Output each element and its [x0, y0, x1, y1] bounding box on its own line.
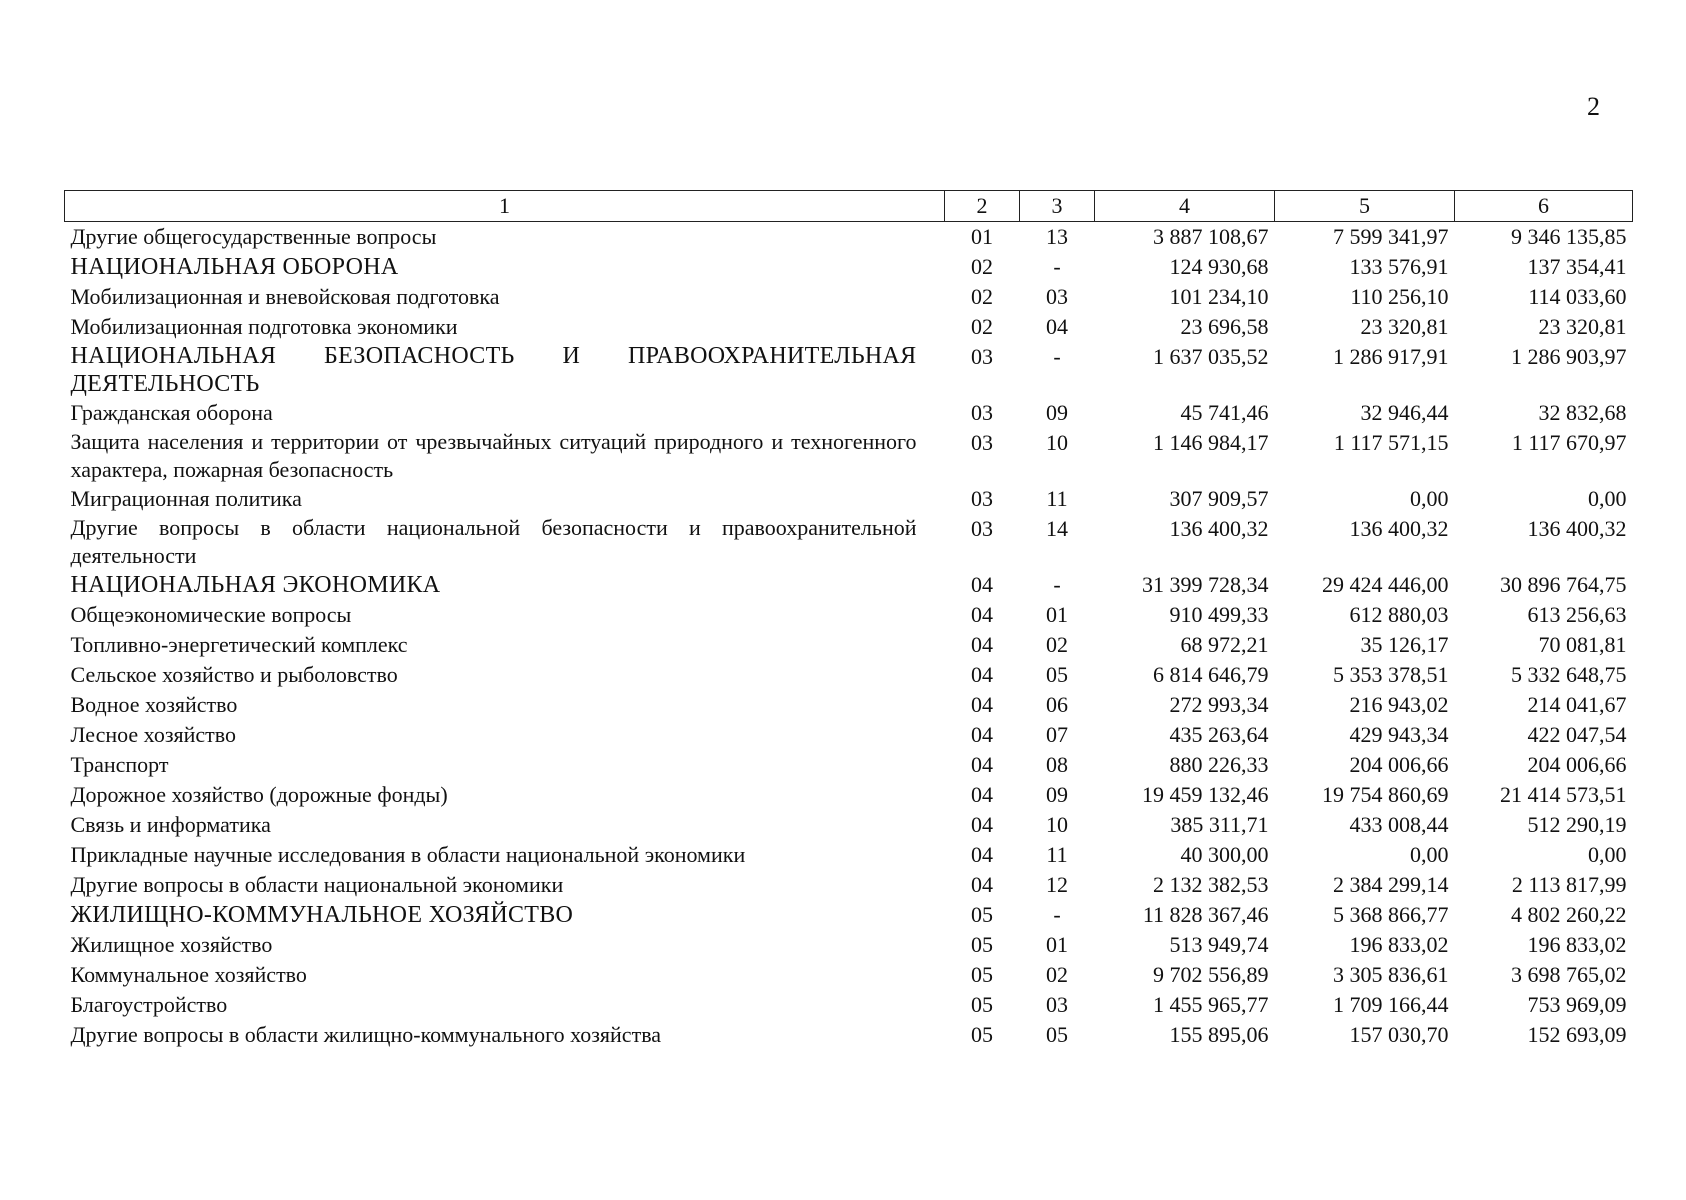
- row-section-code: 03: [971, 430, 993, 455]
- table-row: [65, 282, 1633, 312]
- row-name: Дорожное хозяйство (дорожные фонды): [70, 782, 448, 807]
- row-section-code: 03: [971, 400, 993, 425]
- row-value-col5: 1 286 917,91: [1333, 344, 1449, 369]
- row-value-col4: 513 949,74: [1169, 932, 1269, 957]
- row-section-code: 03: [971, 486, 993, 511]
- row-section-code: 02: [971, 284, 993, 309]
- row-subsection-code: 01: [1046, 932, 1068, 957]
- row-value-col5: 3 305 836,61: [1333, 962, 1449, 987]
- row-subsection-code: 07: [1046, 722, 1068, 747]
- row-section-code: 05: [971, 902, 993, 927]
- row-value-col5: 429 943,34: [1349, 722, 1449, 747]
- row-name: Связь и информатика: [70, 812, 271, 837]
- row-value-col6: 753 969,09: [1527, 992, 1627, 1017]
- table-row: [65, 960, 1633, 990]
- row-name: НАЦИОНАЛЬНАЯ ОБОРОНА: [70, 254, 399, 280]
- header-col-6: 6: [1455, 191, 1633, 222]
- table-row: [65, 930, 1633, 960]
- row-section-code: 01: [971, 224, 993, 249]
- row-section-code: 04: [971, 662, 993, 687]
- row-value-col4: 136 400,32: [1169, 516, 1269, 541]
- row-value-col6: 214 041,67: [1527, 692, 1627, 717]
- row-section-code: 04: [971, 872, 993, 897]
- row-value-col5: 0,00: [1410, 486, 1449, 511]
- row-value-col4: 23 696,58: [1180, 314, 1269, 339]
- table-header: [65, 191, 1633, 222]
- section-row: [65, 342, 1633, 398]
- row-subsection-code: 02: [1046, 632, 1068, 657]
- row-value-col6: 23 320,81: [1538, 314, 1627, 339]
- row-value-col5: 5 353 378,51: [1333, 662, 1449, 687]
- row-section-code: 04: [971, 842, 993, 867]
- row-value-col5: 204 006,66: [1349, 752, 1449, 777]
- row-name: Топливно-энергетический комплекс: [70, 632, 408, 657]
- row-value-col6: 32 832,68: [1538, 400, 1627, 425]
- row-value-col4: 3 887 108,67: [1153, 224, 1269, 249]
- row-value-col6: 114 033,60: [1528, 284, 1627, 309]
- row-value-col5: 19 754 860,69: [1322, 782, 1449, 807]
- row-value-col6: 136 400,32: [1527, 516, 1627, 541]
- row-subsection-code: 01: [1046, 602, 1068, 627]
- row-value-col6: 21 414 573,51: [1500, 782, 1627, 807]
- row-value-col6: 152 693,09: [1527, 1022, 1627, 1047]
- row-value-col6: 30 896 764,75: [1500, 572, 1627, 597]
- row-subsection-code: 03: [1046, 284, 1068, 309]
- row-value-col4: 435 263,64: [1169, 722, 1269, 747]
- row-value-col6: 204 006,66: [1527, 752, 1627, 777]
- row-value-col5: 0,00: [1410, 842, 1449, 867]
- row-value-col5: 5 368 866,77: [1333, 902, 1449, 927]
- row-value-col5: 35 126,17: [1360, 632, 1449, 657]
- row-value-col4: 2 132 382,53: [1153, 872, 1269, 897]
- row-section-code: 05: [971, 992, 993, 1017]
- row-name: ЖИЛИЩНО-КОММУНАЛЬНОЕ ХОЗЯЙСТВО: [70, 902, 574, 928]
- section-row: [65, 570, 1633, 600]
- row-subsection-code: 09: [1046, 400, 1068, 425]
- row-value-col4: 307 909,57: [1169, 486, 1269, 511]
- row-value-col6: 0,00: [1588, 486, 1627, 511]
- table-row: [65, 690, 1633, 720]
- row-value-col5: 1 709 166,44: [1333, 992, 1449, 1017]
- row-name: НАЦИОНАЛЬНАЯ ЭКОНОМИКА: [70, 572, 441, 598]
- row-section-code: 03: [971, 516, 993, 541]
- table-row: [65, 780, 1633, 810]
- table-row: [65, 660, 1633, 690]
- row-value-col6: 0,00: [1588, 842, 1627, 867]
- row-value-col4: 910 499,33: [1169, 602, 1269, 627]
- table-row: [65, 870, 1633, 900]
- row-subsection-code: -: [1053, 344, 1061, 369]
- row-value-col6: 512 290,19: [1527, 812, 1627, 837]
- row-value-col6: 5 332 648,75: [1511, 662, 1627, 687]
- row-subsection-code: 10: [1046, 812, 1068, 837]
- row-subsection-code: -: [1053, 902, 1061, 927]
- row-value-col6: 70 081,81: [1538, 632, 1627, 657]
- row-value-col6: 613 256,63: [1527, 602, 1627, 627]
- row-value-col4: 101 234,10: [1169, 284, 1269, 309]
- row-name: Сельское хозяйство и рыболовство: [70, 662, 398, 687]
- row-subsection-code: 05: [1046, 1022, 1068, 1047]
- row-name: Гражданская оборона: [70, 400, 273, 425]
- row-value-col6: 4 802 260,22: [1511, 902, 1627, 927]
- table-row: [65, 630, 1633, 660]
- row-name: Благоустройство: [70, 992, 228, 1017]
- row-value-col5: 110 256,10: [1350, 284, 1449, 309]
- table-row: [65, 398, 1633, 428]
- row-name: Общеэкономические вопросы: [70, 602, 352, 627]
- row-subsection-code: 10: [1046, 430, 1068, 455]
- row-name: Мобилизационная подготовка экономики: [70, 314, 458, 339]
- row-value-col5: 157 030,70: [1349, 1022, 1449, 1047]
- row-value-col4: 385 311,71: [1170, 812, 1269, 837]
- row-value-col6: 137 354,41: [1527, 254, 1627, 279]
- row-value-col5: 133 576,91: [1349, 254, 1449, 279]
- row-value-col5: 32 946,44: [1360, 400, 1449, 425]
- row-name: Защита населения и территории от чрезвычайных ситуаций природного и техногенного характера, пожарная безопасность: [70, 429, 917, 482]
- table-row: [65, 810, 1633, 840]
- page-number: 2: [1587, 92, 1600, 121]
- row-value-col4: 31 399 728,34: [1142, 572, 1269, 597]
- row-value-col4: 68 972,21: [1180, 632, 1269, 657]
- row-name: Транспорт: [70, 752, 169, 777]
- row-section-code: 02: [971, 254, 993, 279]
- table-row: [65, 514, 1633, 570]
- row-value-col5: 1 117 571,15: [1333, 430, 1449, 455]
- row-value-col4: 1 455 965,77: [1153, 992, 1269, 1017]
- row-subsection-code: 11: [1046, 842, 1068, 867]
- row-name: Другие вопросы в области национальной безопасности и правоохранительной деятельности: [70, 515, 917, 568]
- header-col-3: 3: [1020, 191, 1095, 222]
- table-row: [65, 1020, 1633, 1050]
- row-section-code: 04: [971, 572, 993, 597]
- row-value-col4: 155 895,06: [1169, 1022, 1269, 1047]
- row-name: Другие вопросы в области жилищно-коммунального хозяйства: [70, 1022, 662, 1047]
- row-value-col5: 2 384 299,14: [1333, 872, 1449, 897]
- row-subsection-code: 08: [1046, 752, 1068, 777]
- table-row: [65, 484, 1633, 514]
- row-subsection-code: -: [1053, 254, 1061, 279]
- row-value-col6: 3 698 765,02: [1511, 962, 1627, 987]
- row-value-col4: 1 146 984,17: [1153, 430, 1269, 455]
- row-name: Миграционная политика: [70, 486, 302, 511]
- header-col-5: 5: [1275, 191, 1455, 222]
- section-row: [65, 252, 1633, 282]
- table-row: [65, 222, 1633, 253]
- row-section-code: 05: [971, 962, 993, 987]
- row-name: Жилищное хозяйство: [70, 932, 273, 957]
- section-row: [65, 900, 1633, 930]
- row-value-col5: 612 880,03: [1349, 602, 1449, 627]
- table-row: [65, 750, 1633, 780]
- row-value-col6: 196 833,02: [1527, 932, 1627, 957]
- row-subsection-code: 06: [1046, 692, 1068, 717]
- row-name: Мобилизационная и вневойсковая подготовка: [70, 284, 500, 309]
- row-value-col6: 1 286 903,97: [1511, 344, 1627, 369]
- row-value-col4: 40 300,00: [1180, 842, 1269, 867]
- table-row: [65, 312, 1633, 342]
- row-name: НАЦИОНАЛЬНАЯ БЕЗОПАСНОСТЬ И ПРАВООХРАНИТЕЛЬНАЯ ДЕЯТЕЛЬНОСТЬ: [70, 343, 917, 397]
- row-value-col6: 422 047,54: [1527, 722, 1627, 747]
- header-col-1: 1: [65, 191, 945, 222]
- row-value-col5: 7 599 341,97: [1333, 224, 1449, 249]
- row-name: Другие общегосударственные вопросы: [70, 224, 437, 249]
- row-section-code: 04: [971, 752, 993, 777]
- table-row: [65, 428, 1633, 484]
- row-value-col5: 29 424 446,00: [1322, 572, 1449, 597]
- row-value-col5: 196 833,02: [1349, 932, 1449, 957]
- row-name: Лесное хозяйство: [70, 722, 237, 747]
- row-section-code: 04: [971, 812, 993, 837]
- budget-table: [64, 190, 1633, 1050]
- row-value-col5: 136 400,32: [1349, 516, 1449, 541]
- row-name: Прикладные научные исследования в области национальной экономики: [70, 842, 746, 867]
- row-subsection-code: 02: [1046, 962, 1068, 987]
- row-section-code: 04: [971, 602, 993, 627]
- row-section-code: 04: [971, 782, 993, 807]
- row-section-code: 05: [971, 1022, 993, 1047]
- row-value-col5: 433 008,44: [1349, 812, 1449, 837]
- row-value-col5: 23 320,81: [1360, 314, 1449, 339]
- table-row: [65, 840, 1633, 870]
- row-section-code: 04: [971, 632, 993, 657]
- row-subsection-code: 11: [1046, 486, 1068, 511]
- row-name: Другие вопросы в области национальной экономики: [70, 872, 564, 897]
- row-section-code: 02: [971, 314, 993, 339]
- row-subsection-code: 13: [1046, 224, 1068, 249]
- row-value-col4: 45 741,46: [1180, 400, 1269, 425]
- header-col-2: 2: [945, 191, 1020, 222]
- row-subsection-code: 05: [1046, 662, 1068, 687]
- row-value-col4: 272 993,34: [1169, 692, 1269, 717]
- table-row: [65, 720, 1633, 750]
- row-name: Водное хозяйство: [70, 692, 238, 717]
- row-section-code: 04: [971, 692, 993, 717]
- row-subsection-code: 12: [1046, 872, 1068, 897]
- row-subsection-code: 03: [1046, 992, 1068, 1017]
- row-value-col4: 9 702 556,89: [1153, 962, 1269, 987]
- row-value-col6: 1 117 670,97: [1511, 430, 1627, 455]
- row-section-code: 04: [971, 722, 993, 747]
- row-subsection-code: -: [1053, 572, 1061, 597]
- row-value-col4: 19 459 132,46: [1142, 782, 1269, 807]
- row-value-col4: 124 930,68: [1169, 254, 1269, 279]
- table-row: [65, 600, 1633, 630]
- row-name: Коммунальное хозяйство: [70, 962, 307, 987]
- row-value-col4: 6 814 646,79: [1153, 662, 1269, 687]
- table-row: [65, 990, 1633, 1020]
- row-subsection-code: 09: [1046, 782, 1068, 807]
- row-value-col6: 2 113 817,99: [1511, 872, 1627, 897]
- row-section-code: 03: [971, 344, 993, 369]
- row-subsection-code: 04: [1046, 314, 1068, 339]
- row-value-col6: 9 346 135,85: [1511, 224, 1627, 249]
- row-subsection-code: 14: [1046, 516, 1068, 541]
- header-col-4: 4: [1095, 191, 1275, 222]
- row-section-code: 05: [971, 932, 993, 957]
- row-value-col4: 11 828 367,46: [1142, 902, 1269, 927]
- row-value-col5: 216 943,02: [1349, 692, 1449, 717]
- header-row: [65, 191, 1633, 222]
- row-value-col4: 1 637 035,52: [1153, 344, 1269, 369]
- table-body: [65, 222, 1633, 1051]
- row-value-col4: 880 226,33: [1169, 752, 1269, 777]
